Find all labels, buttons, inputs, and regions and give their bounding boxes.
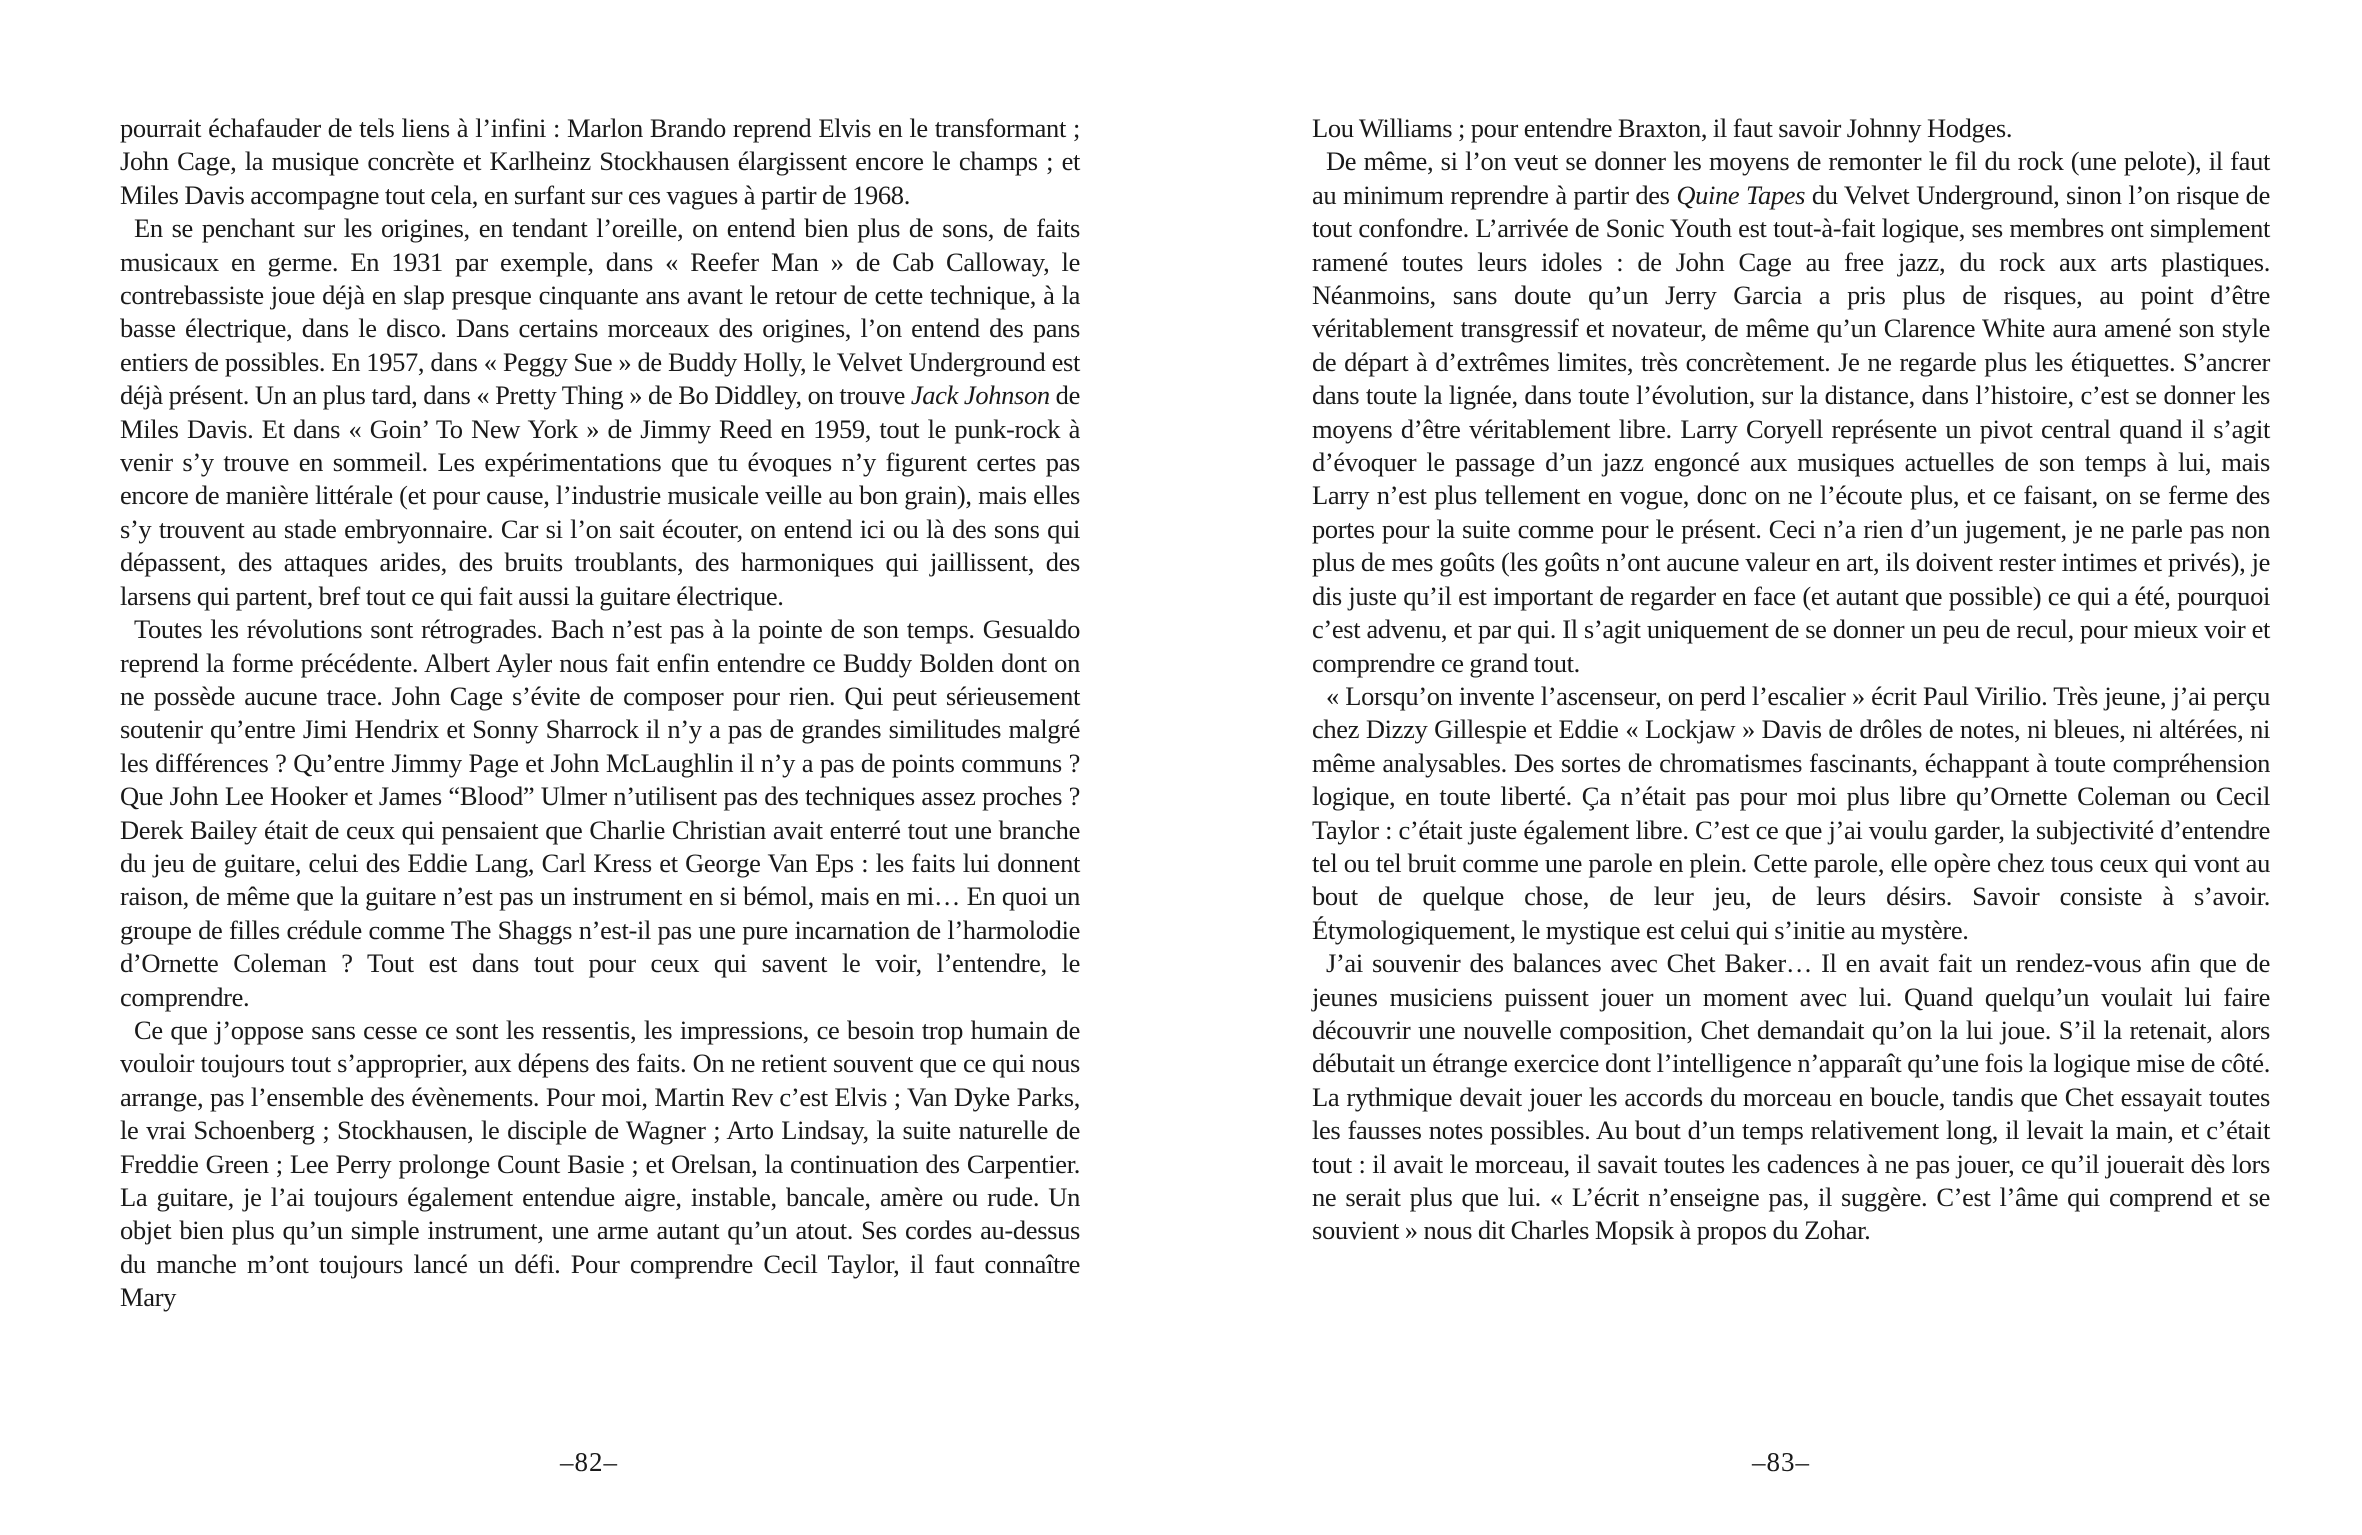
- paragraph: [120, 212, 1080, 613]
- paragraph: Ce que j’oppose sans cesse ce sont les ressentis, les impressions, ce besoin trop humain de vouloir toujours tout s’approprier, aux dépens des faits. On ne retient souvent que ce qui nous arrange, pas l’ensemble des évènements. Pour moi, Martin Rev c’est Elvis ; Van Dyke Parks, le vrai Schoenberg ; Stockhausen, le disciple de Wagner ; Arto Lindsay, la suite naturelle de Freddie Green ; Lee Perry prolonge Count Basie ; et Orelsan, la continuation des Carpentier. La guitare, je l’ai toujours également entendue aigre, instable, bancale, amère ou rude. Un objet bien plus qu’un simple instrument, une arme autant qu’un atout. Ses cordes au-dessus du manche m’ont toujours lancé un défi. Pour comprendre Cecil Taylor, il faut connaître Mary: [120, 1014, 1080, 1313]
- paragraph-text: de Miles Davis. Et dans « Goin’ To New York » de Jimmy Reed en 1959, tout le punk-rock à venir s’y trouve en sommeil. Les expérimentations que tu évoques n’y figurent certes pas encore de manière littérale (et pour cause, l’industrie musicale veille au bon grain), mais elles s’y trouvent au stade embryonnaire. Car si l’on sait écouter, on entend ici ou là des sons qui dépassent, des attaques arides, des bruits troublants, des harmoniques qui jaillissent, des larsens qui partent, bref tout ce qui fait aussi la guitare électrique.: [120, 380, 1080, 611]
- paragraph: Lou Williams ; pour entendre Braxton, il faut savoir Johnny Hodges.: [1312, 113, 2013, 143]
- page-number-left: –82–: [560, 1447, 618, 1477]
- left-page: [120, 112, 1080, 1315]
- album-title: Quine Tapes: [1676, 179, 1806, 210]
- paragraph: J’ai souvenir des balances avec Chet Baker… Il en avait fait un rendez-vous afin que de jeunes musiciens puissent jouer un moment avec lui. Quand quelqu’un voulait lui faire découvrir une nouvelle composition, Chet demandait qu’on la lui joue. S’il la retenait, alors débutait un étrange exercice dont l’intelligence n’apparaît qu’une fois la logique mise de côté. La rythmique devait jouer les accords du morceau en boucle, tandis que Chet essayait toutes les fausses notes possibles. Au bout d’un temps relativement long, il levait la main, et c’était tout : il avait le morceau, il savait toutes les cadences à ne pas jouer, ce qu’il jouerait dès lors ne serait plus que lui. « L’écrit n’enseigne pas, il suggère. C’est l’âme qui comprend et se souvient » nous dit Charles Mopsik à propos du Zohar.: [1312, 948, 2270, 1246]
- paragraph: Toutes les révolutions sont rétrogrades. Bach n’est pas à la pointe de son temps. Gesualdo reprend la forme précédente. Albert Ayler nous fait enfin entendre ce Buddy Bolden dont on ne possède aucune trace. John Cage s’évite de composer pour rien. Qui peut sérieusement soutenir qu’entre Jimi Hendrix et Sonny Sharrock il n’y a pas de grandes similitudes malgré les différences ? Qu’entre Jimmy Page et John McLaughlin il n’y a pas de points communs ? Que John Lee Hooker et James “Blood” Ulmer n’utilisent pas des techniques assez proches ? Derek Bailey était de ceux qui pensaient que Charlie Christian avait enterré tout une branche du jeu de guitare, celui des Eddie Lang, Carl Kress et George Van Eps : les faits lui donnent raison, de même que la guitare n’est pas un instrument en si bémol, mais en mi… En quoi un groupe de filles crédule comme The Shaggs n’est-il pas une pure incarnation de l’harmolodie d’Ornette Coleman ? Tout est dans tout pour ceux qui savent le voir, l’entendre, le comprendre.: [120, 614, 1080, 1012]
- page-number-right: –83–: [1752, 1447, 1810, 1477]
- paragraph: « Lorsqu’on invente l’ascenseur, on perd l’escalier » écrit Paul Virilio. Très jeune, j’ai perçu chez Dizzy Gillespie et Eddie « Lockjaw » Davis de drôles de notes, ni bleues, ni altérées, ni même analysables. Des sortes de chromatismes fascinants, échappant à toute compréhension logique, en toute liberté. Ça n’était pas pour moi plus libre qu’Ornette Coleman ou Cecil Taylor : c’était juste également libre. C’est ce que j’ai voulu garder, la subjectivité d’entendre tel ou tel bruit comme une parole en plein. Cette parole, elle opère chez tous ceux qui vont au bout de quelque chose, de leur jeu, de leurs désirs. Savoir consiste à s’avoir. Étymologiquement, le mystique est celui qui s’initie au mystère.: [1312, 680, 2270, 945]
- paragraph-text: De même, si l’on veut se donner les moyens de remonter le fil du rock (une pelote), il faut au minimum reprendre à partir des: [1312, 146, 2270, 210]
- paragraph: [1312, 145, 2270, 680]
- right-page: [1312, 112, 2270, 1248]
- paragraph-text: du Velvet Underground, sinon l’on risque de tout confondre. L’arrivée de Sonic Youth est tout-à-fait logique, ses membres ont simplement ramené toutes leurs idoles : de John Cage au free jazz, du rock aux arts plastiques. Néanmoins, sans doute qu’un Jerry Garcia a pris plus de risques, au point d’être véritablement transgressif et novateur, de même qu’un Clarence White aura amené son style de départ à d’extrêmes limites, très concrètement. Je ne regarde plus les étiquettes. S’ancrer dans toute la lignée, dans toute l’évolution, sur la distance, dans l’histoire, c’est se donner les moyens d’être véritablement libre. Larry Coryell représente un pivot central quand il s’agit d’évoquer le passage d’un jazz engoncé aux musiques actuelles de son temps à lui, mais Larry n’est plus tellement en vogue, donc on ne l’écoute plus, et ce faisant, on se ferme des portes pour la suite comme pour le présent. Ceci n’a rien d’un jugement, je ne parle pas non plus de mes goûts (les goûts n’ont aucune valeur en art, ils doivent rester intimes et privés), je dis juste qu’il est important de regarder en face (et autant que possible) ce qui a été, pourquoi c’est advenu, et par qui. Il s’agit uniquement de se donner un peu de recul, pour mieux voir et comprendre ce grand tout.: [1312, 179, 2270, 678]
- album-title: Jack Johnson: [910, 380, 1050, 411]
- paragraph: pourrait échafauder de tels liens à l’infini : Marlon Brando reprend Elvis en le transformant ; John Cage, la musique concrète et Karlheinz Stockhausen élargissent encore le champs ; et Miles Davis accompagne tout cela, en surfant sur ces vagues à partir de 1968.: [120, 113, 1080, 210]
- paragraph-text: En se penchant sur les origines, en tendant l’oreille, on entend bien plus de sons, de faits musicaux en germe. En 1931 par exemple, dans « Reefer Man » de Cab Calloway, le contrebassiste joue déjà en slap presque cinquante ans avant le retour de cette technique, à la basse électrique, dans le disco. Dans certains morceaux des origines, l’on entend des pans entiers de possibles. En 1957, dans « Peggy Sue » de Buddy Holly, le Velvet Underground est déjà présent. Un an plus tard, dans « Pretty Thing » de Bo Diddley, on trouve: [120, 213, 1080, 411]
